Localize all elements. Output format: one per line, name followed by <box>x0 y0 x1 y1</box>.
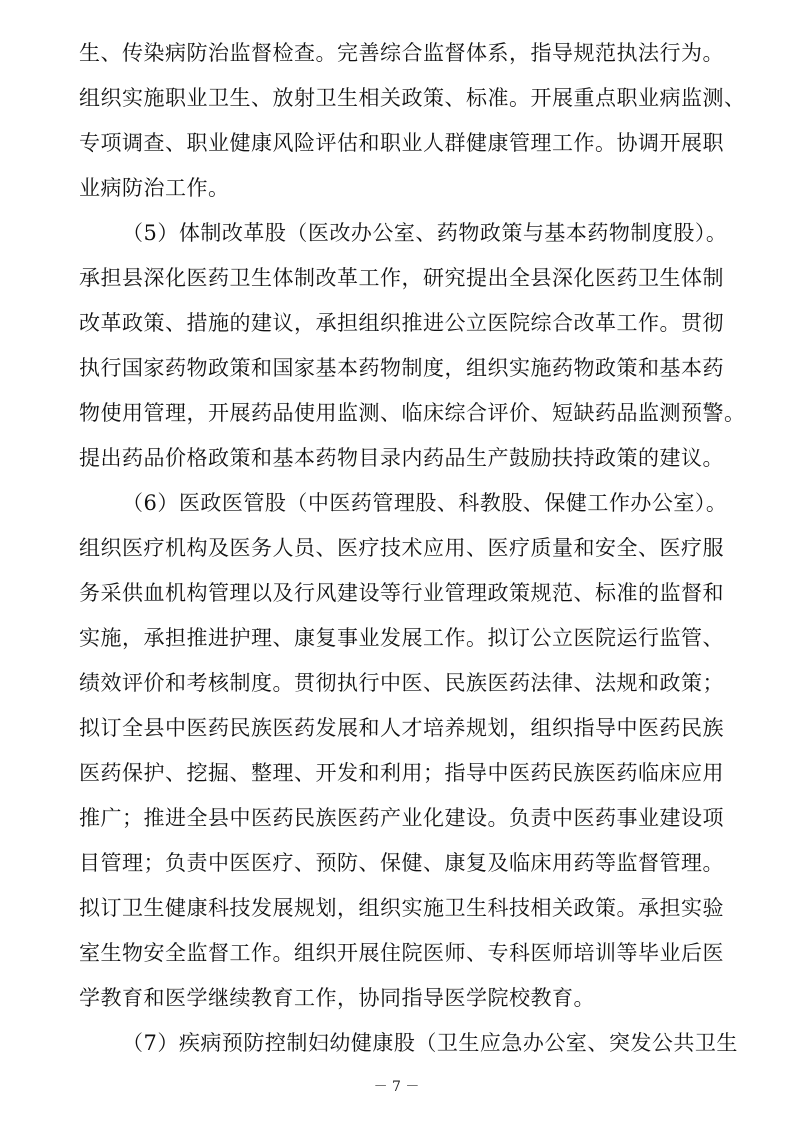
text-line: 务采供血机构管理以及行风建设等行业管理政策规范、标准的监督和 <box>79 581 724 605</box>
text-line: 推广；推进全县中医药民族医药产业化建设。负责中医药事业建设项 <box>79 806 724 830</box>
text-line: 执行国家药物政策和国家基本药物制度，组织实施药物政策和基本药 <box>79 356 724 380</box>
text-line: 组织实施职业卫生、放射卫生相关政策、标准。开展重点职业病监测、 <box>79 86 746 110</box>
text-line: 绩效评价和考核制度。贯彻执行中医、民族医药法律、法规和政策； <box>79 671 724 695</box>
text-line: 学教育和医学继续教育工作，协同指导医学院校教育。 <box>79 986 595 1010</box>
section-heading-7: （7）疾病预防控制妇幼健康股（卫生应急办公室、突发公共卫生 <box>122 1031 738 1055</box>
text-line: 目管理；负责中医医疗、预防、保健、康复及临床用药等监督管理。 <box>79 851 724 875</box>
text-line: 提出药品价格政策和基本药物目录内药品生产鼓励扶持政策的建议。 <box>79 446 724 470</box>
text-line: 医药保护、挖掘、整理、开发和利用；指导中医药民族医药临床应用 <box>79 761 724 785</box>
page-number: － 7 － <box>373 1079 420 1095</box>
text-line: 改革政策、措施的建议，承担组织推进公立医院综合改革工作。贯彻 <box>79 311 724 335</box>
text-line: 承担县深化医药卫生体制改革工作，研究提出全县深化医药卫生体制 <box>79 266 724 290</box>
text-line: 拟订卫生健康科技发展规划，组织实施卫生科技相关政策。承担实验 <box>79 896 724 920</box>
section-heading-6: （6）医政医管股（中医药管理股、科教股、保健工作办公室）。 <box>122 491 728 515</box>
text-line: 室生物安全监督工作。组织开展住院医师、专科医师培训等毕业后医 <box>79 941 724 965</box>
text-line: 物使用管理，开展药品使用监测、临床综合评价、短缺药品监测预警。 <box>79 401 746 425</box>
text-line: 业病防治工作。 <box>79 176 230 200</box>
text-line: 组织医疗机构及医务人员、医疗技术应用、医疗质量和安全、医疗服 <box>79 536 724 560</box>
text-line: 拟订全县中医药民族医药发展和人才培养规划，组织指导中医药民族 <box>79 716 724 740</box>
section-heading-5: （5）体制改革股（医改办公室、药物政策与基本药物制度股）。 <box>122 221 728 245</box>
text-line: 专项调查、职业健康风险评估和职业人群健康管理工作。协调开展职 <box>79 131 724 155</box>
text-line: 实施，承担推进护理、康复事业发展工作。拟订公立医院运行监管、 <box>79 626 724 650</box>
text-line: 生、传染病防治监督检查。完善综合监督体系，指导规范执法行为。 <box>79 41 724 65</box>
